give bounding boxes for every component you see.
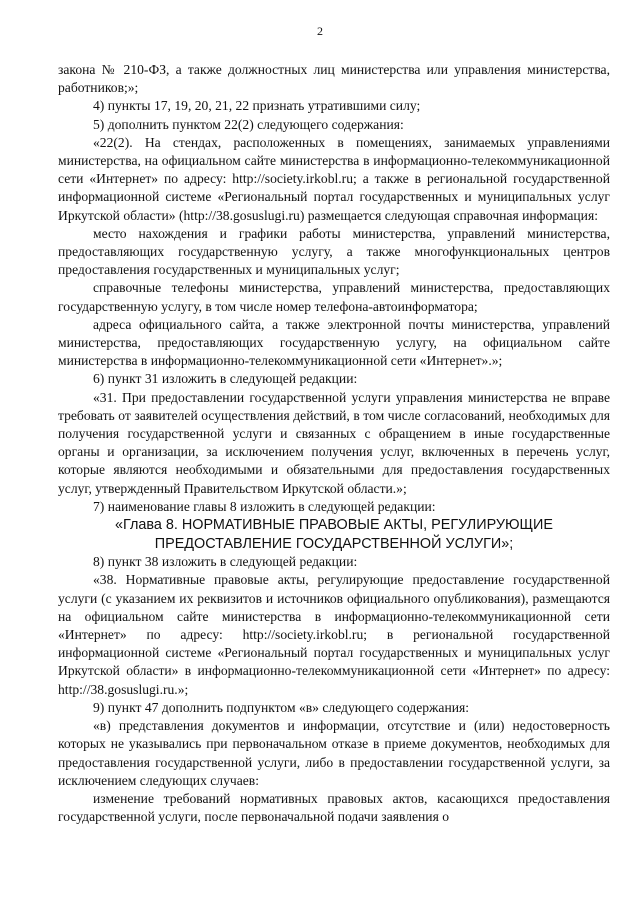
paragraph: «31. При предоставлении государственной услуги управления министерства не вправе требовать от заявителей осуществления действий, в том числе согласований, необходимых для получения государственной услуги и связанных с обращением в иные государственные органы и организации, за исключением получения услуг, включенных в перечень услуг, которые являются необходимыми и обязательными для предоставления государственных услуг, утвержденный Правительством Иркутской области.»; bbox=[58, 389, 610, 496]
paragraph: 8) пункт 38 изложить в следующей редакции: bbox=[93, 554, 358, 570]
paragraph: изменение требований нормативных правовых актов, касающихся предоставления государственной услуги, после первоначальной подачи заявления о bbox=[58, 790, 610, 825]
paragraph: «38. Нормативные правовые акты, регулирующие предоставление государственной услуги (с указанием их реквизитов и источников официального опубликования), размещаются на официальном сайте министерства в информационно-телекоммуникационной сети «Интернет» по адресу: http://society.irkobl.ru; в региональной государственной информационной системе «Региональный портал государственных и муниципальных услуг Иркутской области» в информационно-телекоммуникационной сети «Интернет» по адресу: http://38.gosuslugi.ru.»; bbox=[58, 572, 610, 697]
page-number: 2 bbox=[317, 24, 323, 38]
paragraph: 7) наименование главы 8 изложить в следующей редакции: bbox=[93, 498, 436, 514]
chapter-heading-line-1: «Глава 8. НОРМАТИВНЫЕ ПРАВОВЫЕ АКТЫ, РЕГУЛИРУЮЩИЕ bbox=[115, 517, 553, 534]
paragraph: «22(2). На стендах, расположенных в помещениях, занимаемых управлениями министерства, на официальном сайте министерства в информационно-телекоммуникационной сети «Интернет» по адресу: http://society.irkobl.ru; а также в региональной государственной информационной системе «Региональный портал государственных и муниципальных услуг Иркутской области» (http://38.gosuslugi.ru) размещается следующая справочная информация: bbox=[58, 134, 610, 223]
paragraph: 6) пункт 31 изложить в следующей редакции: bbox=[93, 371, 358, 387]
paragraph: место нахождения и графики работы министерства, управлений министерства, предоставляющих государственную услугу, а также многофункциональных центров предоставления государственных и муниципальных услуг; bbox=[58, 225, 610, 278]
paragraph: справочные телефоны министерства, управлений министерства, предоставляющих государственную услугу, в том числе номер телефона-автоинформатора; bbox=[58, 280, 610, 314]
paragraph: закона № 210-ФЗ, а также должностных лиц министерства или управления министерства, работников;»; bbox=[58, 62, 610, 96]
paragraph: 9) пункт 47 дополнить подпунктом «в» следующего содержания: bbox=[93, 699, 470, 715]
chapter-heading-line-2: ПРЕДОСТАВЛЕНИЕ ГОСУДАРСТВЕННОЙ УСЛУГИ»; bbox=[154, 535, 514, 552]
paragraph: «в) представления документов и информации, отсутствие и (или) недостоверность которых не указывались при первоначальном отказе в приеме документов, необходимых для предоставления государственной услуги, либо в предоставлении государственной услуги, за исключением следующих случаев: bbox=[58, 718, 610, 788]
paragraph: 5) дополнить пунктом 22(2) следующего содержания: bbox=[93, 116, 404, 132]
paragraph: адреса официального сайта, а также электронной почты министерства, управлений министерства, предоставляющих государственную услугу, на официальном сайте министерства в информационно-телекоммуникационной сети «Интернет».»; bbox=[58, 316, 610, 369]
document-body bbox=[58, 61, 610, 826]
paragraph: 4) пункты 17, 19, 20, 21, 22 признать утратившими силу; bbox=[93, 98, 421, 114]
